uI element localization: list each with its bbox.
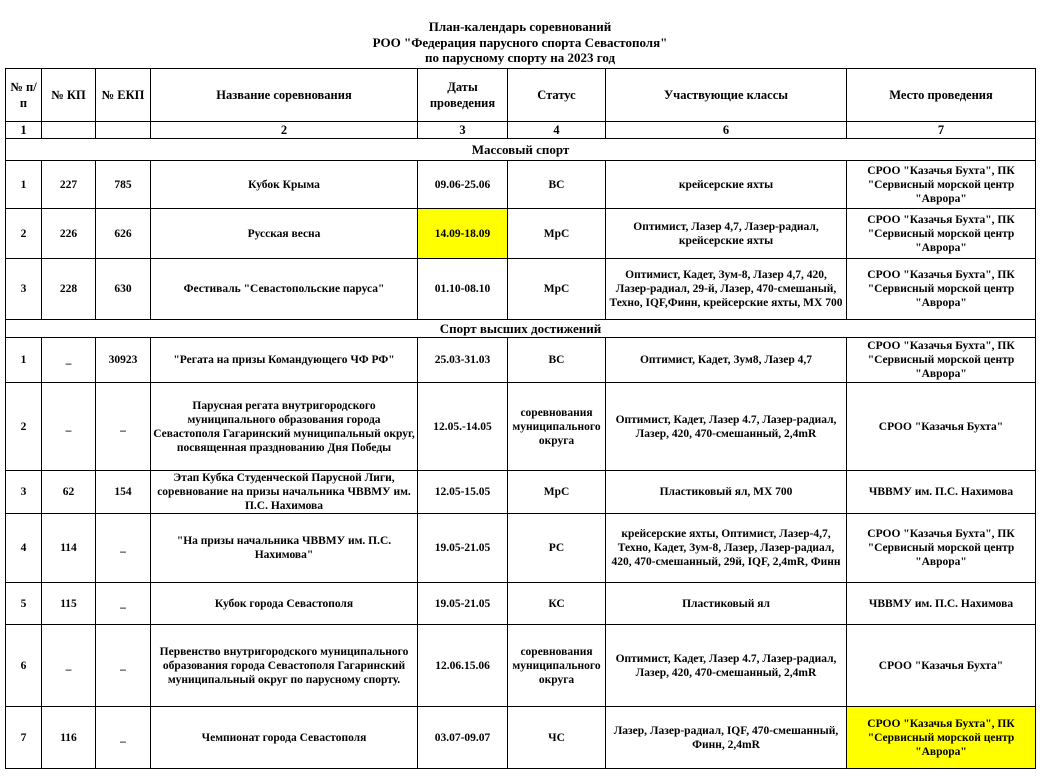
cell-place: СРОО "Казачья Бухта", ПК "Сервисный морской центр "Аврора" (847, 209, 1036, 259)
cell-ekp: 630 (96, 259, 151, 320)
section-header (6, 139, 1036, 161)
table-row (6, 707, 1036, 769)
cell-place: СРОО "Казачья Бухта" (847, 383, 1036, 471)
colnum-4: 4 (508, 122, 606, 139)
cell-name: Фестиваль "Севастопольские паруса" (151, 259, 418, 320)
cell-place: СРОО "Казачья Бухта" (847, 625, 1036, 707)
table-row (6, 161, 1036, 209)
cell-ekp: 785 (96, 161, 151, 209)
colnum-1: 1 (6, 122, 42, 139)
cell-num: 3 (6, 471, 42, 514)
table-row (6, 209, 1036, 259)
title-line-1: План-календарь соревнований (428, 19, 612, 34)
section-header (6, 320, 1036, 338)
colnum-6: 6 (606, 122, 847, 139)
cell-status: МрС (508, 209, 606, 259)
cell-dates: 19.05-21.05 (418, 583, 508, 625)
cell-dates: 12.06.15.06 (418, 625, 508, 707)
title-line-2: РОО "Федерация парусного спорта Севастополя" (372, 34, 668, 50)
colnum-empty (96, 122, 151, 139)
cell-name: "На призы начальника ЧВВМУ им. П.С. Нахимова" (151, 514, 418, 583)
cell-kp: 116 (42, 707, 96, 769)
cell-status: РС (508, 514, 606, 583)
colnum-7: 7 (847, 122, 1036, 139)
cell-place-highlighted: СРОО "Казачья Бухта", ПК "Сервисный морской центр "Аврора" (847, 707, 1036, 769)
header-row (6, 69, 1036, 122)
cell-num: 7 (6, 707, 42, 769)
cell-place: СРОО "Казачья Бухта", ПК "Сервисный морской центр "Аврора" (847, 338, 1036, 383)
cell-name: Этап Кубка Студенческой Парусной Лиги, соревнование на призы начальника ЧВВМУ им. П.С. Нахимова (151, 471, 418, 514)
section-title-mass-sport: Массовый спорт (6, 139, 1036, 161)
header-name: Название соревнования (151, 69, 418, 122)
cell-dates-highlighted: 14.09-18.09 (418, 209, 508, 259)
cell-ekp: _ (96, 707, 151, 769)
cell-classes: крейсерские яхты, Оптимист, Лазер-4,7, Техно, Кадет, Зум-8, Лазер, Лазер-радиал, 420, 470-смешанный, 29й, IQF, 2,4mR, Финн (606, 514, 847, 583)
table-row (6, 259, 1036, 320)
table-row (6, 471, 1036, 514)
cell-dates: 12.05.-14.05 (418, 383, 508, 471)
colnum-2: 2 (151, 122, 418, 139)
cell-classes: Оптимист, Кадет, Зум8, Лазер 4,7 (606, 338, 847, 383)
table-row (6, 338, 1036, 383)
cell-name: Кубок Крыма (151, 161, 418, 209)
cell-classes: Оптимист, Кадет, Лазер 4.7, Лазер-радиал, Лазер, 420, 470-смешанный, 2,4mR (606, 625, 847, 707)
header-num: № п/п (6, 69, 42, 122)
cell-ekp: _ (96, 625, 151, 707)
cell-ekp: _ (96, 514, 151, 583)
cell-dates: 03.07-09.07 (418, 707, 508, 769)
cell-classes: Лазер, Лазер-радиал, IQF, 470-смешанный, Финн, 2,4mR (606, 707, 847, 769)
cell-ekp: 30923 (96, 338, 151, 383)
cell-classes: Оптимист, Кадет, Лазер 4.7, Лазер-радиал, Лазер, 420, 470-смешанный, 2,4mR (606, 383, 847, 471)
header-classes: Участвующие классы (606, 69, 847, 122)
cell-place: СРОО "Казачья Бухта", ПК "Сервисный морской центр "Аврора" (847, 514, 1036, 583)
cell-status: ВС (508, 161, 606, 209)
cell-kp: 114 (42, 514, 96, 583)
cell-ekp: 154 (96, 471, 151, 514)
cell-name: "Регата на призы Командующего ЧФ РФ" (151, 338, 418, 383)
cell-classes: крейсерские яхты (606, 161, 847, 209)
document-title (0, 19, 1040, 66)
header-dates: Даты проведения (418, 69, 508, 122)
cell-num: 1 (6, 338, 42, 383)
cell-kp: 228 (42, 259, 96, 320)
cell-name: Парусная регата внутригородского муниципального образования города Севастополя Гагаринский муниципальный округ, посвященная празднованию Дня Победы (151, 383, 418, 471)
column-number-row (6, 122, 1036, 139)
table-row (6, 625, 1036, 707)
cell-classes: Оптимист, Лазер 4,7, Лазер-радиал, крейсерские яхты (606, 209, 847, 259)
cell-dates: 01.10-08.10 (418, 259, 508, 320)
cell-dates: 25.03-31.03 (418, 338, 508, 383)
cell-place: СРОО "Казачья Бухта", ПК "Сервисный морской центр "Аврора" (847, 259, 1036, 320)
cell-classes: Оптимист, Кадет, Зум-8, Лазер 4,7, 420, Лазер-радиал, 29-й, Лазер, 470-смешаный, Техно, IQF,Финн, крейсерские яхты, МХ 700 (606, 259, 847, 320)
header-kp: № КП (42, 69, 96, 122)
cell-status: соревнования муниципального округа (508, 625, 606, 707)
cell-ekp: _ (96, 583, 151, 625)
cell-dates: 09.06-25.06 (418, 161, 508, 209)
header-ekp: № ЕКП (96, 69, 151, 122)
cell-classes: Пластиковый ял (606, 583, 847, 625)
cell-kp: 62 (42, 471, 96, 514)
colnum-3: 3 (418, 122, 508, 139)
cell-place: СРОО "Казачья Бухта", ПК "Сервисный морской центр "Аврора" (847, 161, 1036, 209)
cell-num: 4 (6, 514, 42, 583)
cell-num: 2 (6, 383, 42, 471)
cell-name: Русская весна (151, 209, 418, 259)
cell-kp: 115 (42, 583, 96, 625)
cell-ekp: 626 (96, 209, 151, 259)
cell-kp: _ (42, 383, 96, 471)
cell-status: соревнования муниципального округа (508, 383, 606, 471)
cell-num: 5 (6, 583, 42, 625)
cell-kp: _ (42, 338, 96, 383)
cell-num: 3 (6, 259, 42, 320)
cell-name: Кубок города Севастополя (151, 583, 418, 625)
title-line-3: по парусному спорту на 2023 год (424, 50, 616, 65)
cell-place: ЧВВМУ им. П.С. Нахимова (847, 471, 1036, 514)
cell-kp: 227 (42, 161, 96, 209)
section-title-elite-sport: Спорт высших достижений (6, 320, 1036, 338)
cell-name: Чемпионат города Севастополя (151, 707, 418, 769)
cell-classes: Пластиковый ял, МХ 700 (606, 471, 847, 514)
cell-place: ЧВВМУ им. П.С. Нахимова (847, 583, 1036, 625)
cell-num: 6 (6, 625, 42, 707)
cell-kp: 226 (42, 209, 96, 259)
cell-kp: _ (42, 625, 96, 707)
cell-ekp: _ (96, 383, 151, 471)
header-place: Место проведения (847, 69, 1036, 122)
cell-status: ВС (508, 338, 606, 383)
header-status: Статус (508, 69, 606, 122)
calendar-table (5, 68, 1036, 769)
cell-status: МрС (508, 259, 606, 320)
cell-status: КС (508, 583, 606, 625)
cell-num: 1 (6, 161, 42, 209)
cell-status: МрС (508, 471, 606, 514)
cell-dates: 12.05-15.05 (418, 471, 508, 514)
table-row (6, 383, 1036, 471)
colnum-empty (42, 122, 96, 139)
table-row (6, 583, 1036, 625)
cell-num: 2 (6, 209, 42, 259)
cell-name: Первенство внутригородского муниципального образования города Севастополя Гагаринский муниципальный округ по парусному спорту. (151, 625, 418, 707)
cell-dates: 19.05-21.05 (418, 514, 508, 583)
cell-status: ЧС (508, 707, 606, 769)
table-row (6, 514, 1036, 583)
